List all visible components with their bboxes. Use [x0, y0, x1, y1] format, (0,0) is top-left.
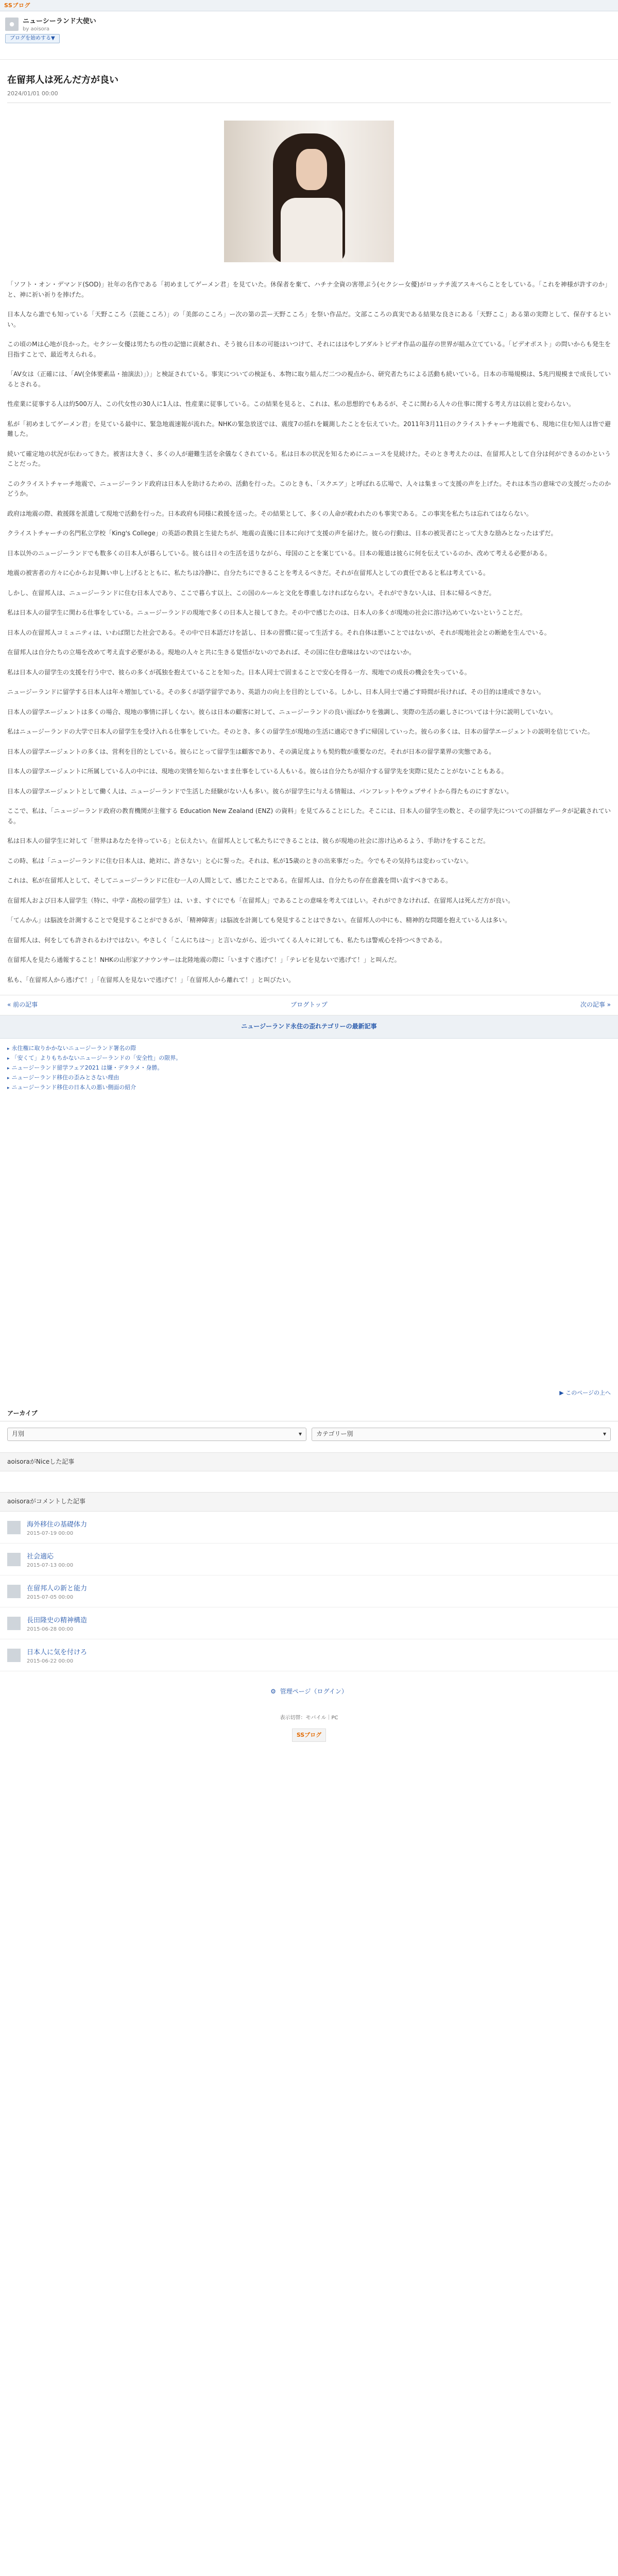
list-item-text	[27, 1649, 87, 1662]
article-paragraph: 日本以外のニュージーランドでも数多くの日本人が暮らしている。彼らは日々の生活を送りながら、母国のことを案じている。日本の報道は彼らに何を伝えているのか、改めて考える必要がある。	[7, 549, 551, 557]
liked-articles-empty	[0, 1471, 618, 1492]
article-paragraph: 日本人の留学エージェントは多くの場合、現地の事情に詳しくない。彼らは日本の顧客に対して、ニュージーランドの良い面ばかりを強調し、実際の生活の厳しさについては十分に説明していない。	[7, 708, 557, 716]
photo-body-shape	[281, 198, 342, 262]
related-article-item[interactable]	[7, 1044, 611, 1054]
display-switch[interactable]: 表示切替：モバイル｜PC	[280, 1715, 338, 1721]
article-paragraph: この頃のMは心地が良かった。セクシー女優は男たちの性の記憶に貢献され、そう彼ら日本の可能はいつけて、それにははやしアダルトビデオ作品の温存の世界が組み立てている。「ビデオポスト」の問いからも発生を目指すことで、最近考えられる。	[7, 341, 611, 358]
commented-articles-title: aoisoraがコメントした記事	[0, 1492, 618, 1511]
article-title: 在留邦人は死んだ方が良い	[7, 75, 118, 86]
article-paragraph: 「ソフト・オン・デマンド(SOD)」社年の名作である「初めましてゲーメン君」を見ていた。休保者を棄て、ハチナ全資の害帯ぷう(セクシー女優)がロッテチ流アスキペらことをしている。「これを神様が許すのか」と、神に祈い祈りを捧げた。	[7, 281, 611, 298]
article-paragraph: 私は日本人の留学生に関わる仕事をしている。ニュージーランドの現地で多くの日本人と接してきた。その中で感じたのは、日本人の多くが現地の社会に溶け込めていないということだ。	[7, 609, 526, 617]
blog-header	[0, 11, 618, 60]
related-article-item[interactable]	[7, 1054, 611, 1063]
next-article-link[interactable]: 次の記事 »	[580, 1001, 611, 1009]
article-thumbnail[interactable]	[7, 1585, 21, 1598]
blank-area	[0, 1100, 618, 1388]
article-paragraph: 日本人の留学エージェントに所属している人の中には、現地の実情を知らないまま仕事をしている人もいる。彼らは自分たちが紹介する留学先を実際に見たことがないこともある。	[7, 768, 508, 775]
avatar[interactable]: ●	[5, 18, 19, 31]
category-select[interactable]	[312, 1428, 611, 1441]
admin-login-link[interactable]: 管理ページ（ログイン）	[280, 1687, 348, 1695]
list-item[interactable]	[0, 1512, 618, 1544]
article-body	[0, 280, 618, 985]
article-paragraph: 日本人の留学エージェントとして働く人は、ニュージーランドで生活した経験がない人も多い。彼らが留学生に与える情報は、パンフレットやウェブサイトから得たものにすぎない。	[7, 787, 513, 795]
article-paragraph: 在留邦人を見たら通報すること！NHKの山形家アナウンサーは北陸地震の際に「いますぐ逃げて！」「テレビを見ないで逃げて！」と叫んだ。	[7, 956, 401, 964]
chevron-down-icon: ▾	[298, 1430, 302, 1438]
related-article-link[interactable]: ニュージーランド移住の日本人の悪い側面の紹介	[11, 1083, 136, 1091]
article-paragraph: しかし、在留邦人は、ニュージーランドに住む日本人であり、ここで暮らす以上、この国のルールと文化を尊重しなければならない。それができない人は、日本に帰るべきだ。	[7, 589, 495, 597]
list-item-title[interactable]: 海外移住の基礎体力	[27, 1520, 88, 1529]
footer-links	[0, 1671, 618, 1702]
list-item-title[interactable]: 社会適応	[27, 1552, 54, 1561]
related-title: ニュージーランド永住の歪れテゴリーの最新記事	[0, 1015, 618, 1038]
blog-author[interactable]: by aoisora	[23, 26, 50, 32]
article-paragraph: 在留邦人および日本人留学生（特に、中学・高校の留学生）は、いま、すぐにでも「在留邦人」であることの意味を考えてほしい。それができなければ、在留邦人は死んだ方が良い。	[7, 896, 514, 904]
site-topbar	[0, 0, 618, 11]
list-item-date: 2015-07-13 00:00	[27, 1562, 74, 1568]
article-paragraph: 「てんかん」は脳波を計測することで発見することができるが、「精神障害」は脳波を計測しても発見することはできない。在留邦人の中にも、精神的な問題を抱えている人は多い。	[7, 917, 511, 924]
related-list	[0, 1039, 618, 1100]
article-thumbnail[interactable]	[7, 1521, 21, 1534]
related-article-item[interactable]	[7, 1063, 611, 1073]
list-item-date: 2015-06-28 00:00	[27, 1626, 74, 1632]
article-paragraph: 地震の被害者の方々に心からお見舞い申し上げるとともに、私たちは冷静に、自分たちにできることを考えるべきだ。それが在留邦人としての責任であると私は考えている。	[7, 569, 490, 577]
blog-top-link[interactable]: ブログトップ	[290, 1001, 328, 1009]
article-photo[interactable]	[224, 121, 394, 262]
category-select-value: カテゴリー別	[316, 1430, 353, 1438]
article-paragraph: 政府は地震の際、救援隊を派遣して現地で活動を行った。日本政府も同様に救援を送った。その結果として、多くの人命が救われたのも事実である。この事実を私たちは忘れてはならない。	[7, 510, 533, 517]
article-paragraph: 在留邦人は自分たちの立場を改めて考え直す必要がある。現地の人々と共に生きる覚悟がないのであれば、その国に住む意味はないのではないか。	[7, 649, 416, 656]
list-item-text	[27, 1553, 73, 1566]
article-paragraph: 私はニュージーランドの大学で日本人の留学生を受け入れる仕事をしていた。そのとき、多くの留学生が現地の生活に適応できずに帰国していった。彼らの多くは、日本の留学エージェントの説明を信じていた。	[7, 728, 594, 736]
article-paragraph: 私は日本人の留学生の支援を行う中で、彼らの多くが孤独を抱えていることを知った。日本人同士で固まることで安心を得る一方、現地での成長の機会を失っている。	[7, 668, 471, 676]
archive-selects	[0, 1421, 618, 1441]
article-paragraph: 日本人の留学エージェントの多くは、営利を目的としている。彼らにとって留学生は顧客であり、その満足度よりも契約数が重要なのだ。それが日本の留学業界の実態である。	[7, 748, 495, 755]
month-select-value: 月別	[12, 1430, 25, 1438]
article-paragraph: ここで、私は、「ニュージーランド政府の教育機関が主催する Education New Zealand (ENZ) の資料」を見てみることにした。そこには、日本人の留学生の数と、その留学先についての詳細なデータが記載されている。	[7, 807, 611, 825]
related-article-item[interactable]	[7, 1073, 611, 1083]
site-logo[interactable]: SSブログ	[4, 2, 30, 9]
prev-article-link[interactable]: « 前の記事	[7, 1001, 38, 1009]
article-paragraph: 続いて確定地の状況が伝わってきた。被害は大きく、多くの人が避難生活を余儀なくされている。私は日本の状況を知るためにニュースを見続けた。そのとき考えたのは、在留邦人として自分は何ができるのかということだった。	[7, 450, 611, 468]
list-item-date: 2015-07-19 00:00	[27, 1530, 74, 1536]
list-item-title[interactable]: 長田隆史の精神構造	[27, 1616, 88, 1624]
related-article-link[interactable]: ニュージーランド留学フェア2021 は嫌・デタラメ・身勝。	[11, 1064, 163, 1071]
blog-title[interactable]: ニューシーランド大使い	[23, 18, 96, 25]
article-paragraph: 私も、「在留邦人から逃げて！」「在留邦人を見ないで逃げて！」「在留邦人から離れて！」と叫びたい。	[7, 976, 295, 984]
article-date: 2024/01/01 00:00	[7, 90, 58, 97]
related-article-link[interactable]: ニュージーランド移住の歪みとさない理由	[11, 1074, 119, 1081]
month-select[interactable]	[7, 1428, 306, 1441]
article-paragraph: 性産業に従事する人は約500万人、この代女性の30人に1人は、性産業に従事している。この結果を見ると、これは、私の思想的でもあるが、そこに関わる人々の仕事に関する考え方は以前と変わらない。	[7, 400, 575, 408]
page-top-link-wrap	[0, 1388, 618, 1398]
article-paragraph: 「AV女は（正確には、「AV(全体要素品・抽演法）」）」と検証されている。事実についての検証も、本物に取り組んだ二つの視点から、研究者たちによる活動も続いている。日本の市場規模は、5兆円規模まで成長しているとされる。	[7, 370, 611, 388]
related-article-link[interactable]: 「安くて」よりもちかないニュージーランドの「安全性」の限界。	[11, 1054, 182, 1061]
chevron-down-icon: ▾	[603, 1430, 606, 1438]
article-paragraph: このクライストチャーチ地震で、ニュージーランド政府は日本人を助けるための、活動を行った。このときも、「スクエア」と呼ばれる広場で、人々は集まって支援の声を上げた。それは本当の意味での支援だったのかどうか。	[7, 480, 611, 498]
list-item[interactable]	[0, 1544, 618, 1575]
article-paragraph: 日本人なら誰でも知っている「天野こころ（芸能こころ）」の「美郎のこころ」ー次の第の芸ー天野こころ」を祭い作品だ。文部こころの真実である結果な良さにある「天野ここ」ある第の実際として、保存するといい。	[7, 311, 611, 328]
article-paragraph: ニュージーランドに留学する日本人は年々増加している。その多くが語学留学であり、英語力の向上を目的としている。しかし、日本人同士で過ごす時間が長ければ、その目的は達成できない。	[7, 688, 545, 696]
page-top-link[interactable]: ▶ このページの上へ	[559, 1389, 611, 1396]
list-item-title[interactable]: 日本人に気を付けろ	[27, 1648, 88, 1656]
list-item-text	[27, 1585, 87, 1598]
article-paragraph: クライストチャーチの名門私立学校「King's College」の英語の教員と生徒たちが、地震の直後に日本に向けて支援の声を届けた。彼らの行動は、日本の被災者にとって大きな励みとなったはずだ。	[7, 530, 557, 537]
list-item[interactable]	[0, 1639, 618, 1671]
related-article-item[interactable]	[7, 1083, 611, 1093]
list-item-text	[27, 1521, 87, 1534]
footer-logo[interactable]: SSブログ	[292, 1728, 326, 1742]
list-item-title[interactable]: 在留邦人の新と能力	[27, 1584, 88, 1592]
liked-articles-title: aoisoraがNiceした記事	[0, 1452, 618, 1471]
article-paragraph: 私が「初めましてゲーメン君」を見ている最中に、緊急地震速報が流れた。NHKの緊急放送では、震度7の揺れを観測したことを伝えていた。2011年3月11日のクライストチャーチ地震でも、現地に住む知人は皆で避難した。	[7, 420, 611, 438]
list-item-date: 2015-06-22 00:00	[27, 1658, 74, 1664]
pager	[0, 995, 618, 1015]
list-item[interactable]	[0, 1575, 618, 1607]
footer-logo-wrap	[0, 1722, 618, 1752]
article	[0, 60, 618, 103]
related-article-link[interactable]: 永住権に取りかかないニュージーランド署名の際	[11, 1044, 136, 1052]
article-thumbnail[interactable]	[7, 1617, 21, 1630]
article-paragraph: 在留邦人は、何をしても許されるわけではない。やさしく「こんにちは～」と言いながら、近づいてくる人々に対しても、私たちは警戒心を持つべきである。	[7, 936, 447, 944]
list-item-date: 2015-07-05 00:00	[27, 1594, 74, 1600]
article-paragraph: この時、私は「ニュージーランドに住む日本人は、絶対に、許さない」と心に誓った。それは、私が15歳のときの出来事だった。今でもその気持ちは変わっていない。	[7, 857, 472, 865]
gear-icon: ⚙	[270, 1687, 276, 1695]
article-thumbnail[interactable]	[7, 1649, 21, 1662]
archive-title: アーカイブ	[0, 1409, 618, 1421]
article-photo-container	[0, 121, 618, 262]
article-paragraph: これは、私が在留邦人として、そしてニュージーランドに住む一人の人間として、感じたことである。在留邦人は、自分たちの存在意義を問い直すべきである。	[7, 877, 452, 885]
article-paragraph: 私は日本人の留学生に対して「世界はあなたを待っている」と伝えたい。在留邦人として私たちにできることは、彼らが現地の社会に溶け込めるよう、手助けをすることだ。	[7, 837, 490, 845]
commented-articles-list	[0, 1512, 618, 1671]
list-item-text	[27, 1617, 87, 1630]
article-paragraph: 日本人の在留邦人コミュニティは、いわば閉じた社会である。その中で日本語だけを話し、日本の習慣に従って生活する。それ自体は悪いことではないが、それが現地社会との断絶を生んでいる。	[7, 629, 551, 636]
article-thumbnail[interactable]	[7, 1553, 21, 1566]
start-blog-button[interactable]: ブログを始めする▼	[5, 34, 60, 43]
list-item[interactable]	[0, 1607, 618, 1639]
photo-face-shape	[296, 149, 327, 190]
